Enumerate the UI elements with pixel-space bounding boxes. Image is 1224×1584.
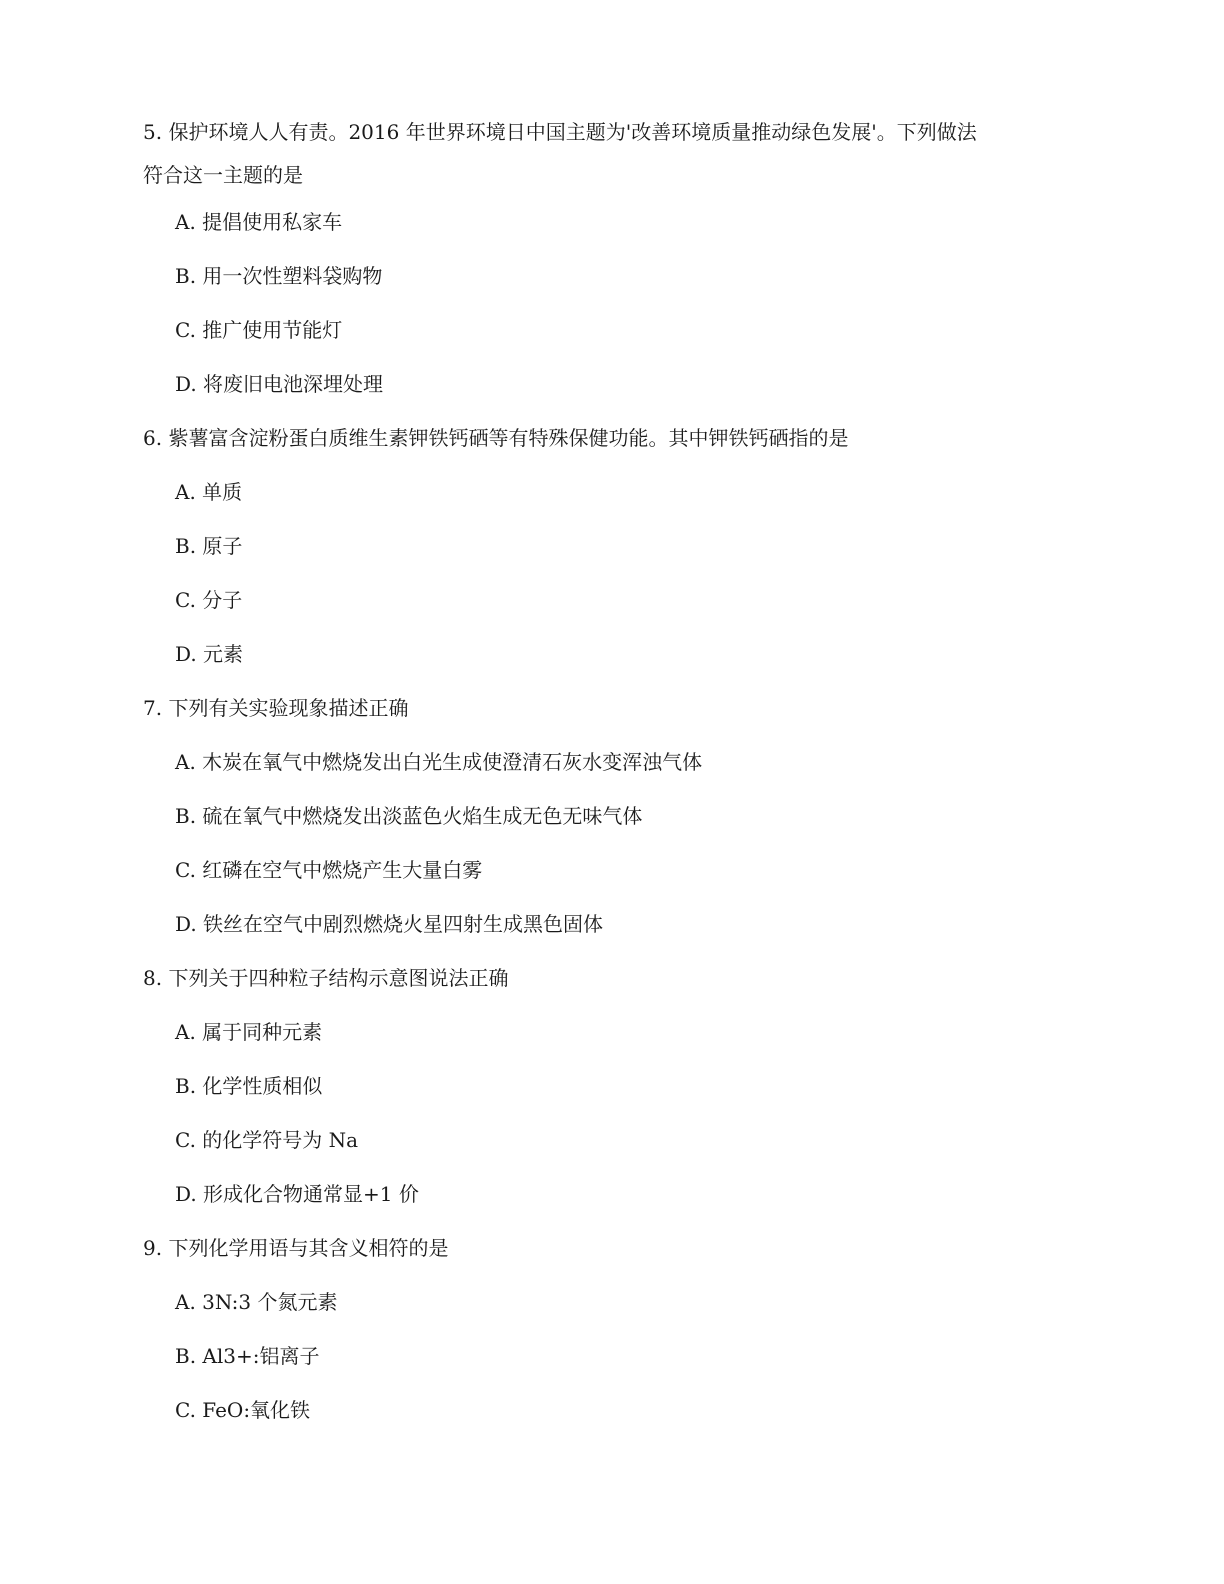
question-6-option-d: D. 元素 <box>175 642 244 666</box>
question-7-option-d: D. 铁丝在空气中剧烈燃烧火星四射生成黑色固体 <box>175 912 604 936</box>
question-5-option-a: A. 提倡使用私家车 <box>175 210 343 234</box>
question-8-option-a: A. 属于同种元素 <box>175 1020 323 1044</box>
question-6-option-a: A. 单质 <box>175 480 243 504</box>
question-9-option-b: B. Al3+:铝离子 <box>175 1344 320 1368</box>
question-7-option-a: A. 木炭在氧气中燃烧发出白光生成使澄清石灰水变浑浊气体 <box>175 750 703 774</box>
question-9-option-a: A. 3N:3 个氮元素 <box>175 1290 338 1314</box>
question-5-option-b: B. 用一次性塑料袋购物 <box>175 264 383 288</box>
question-9-option-c: C. FeO:氧化铁 <box>175 1398 311 1422</box>
question-5-stem-line1: 5. 保护环境人人有责。2016 年世界环境日中国主题为'改善环境质量推动绿色发展'。下列做法 <box>143 120 977 144</box>
question-7-option-c: C. 红磷在空气中燃烧产生大量白雾 <box>175 858 483 882</box>
question-6-option-b: B. 原子 <box>175 534 243 558</box>
question-7-stem: 7. 下列有关实验现象描述正确 <box>143 696 409 720</box>
question-5-stem-line2: 符合这一主题的是 <box>143 163 303 187</box>
question-8-option-b: B. 化学性质相似 <box>175 1074 323 1098</box>
question-8-option-c: C. 的化学符号为 Na <box>175 1128 359 1152</box>
question-8-stem: 8. 下列关于四种粒子结构示意图说法正确 <box>143 966 509 990</box>
question-5-option-d: D. 将废旧电池深埋处理 <box>175 372 384 396</box>
question-5-option-c: C. 推广使用节能灯 <box>175 318 343 342</box>
question-6-option-c: C. 分子 <box>175 588 243 612</box>
question-6-stem: 6. 紫薯富含淀粉蛋白质维生素钾铁钙硒等有特殊保健功能。其中钾铁钙硒指的是 <box>143 426 849 450</box>
question-7-option-b: B. 硫在氧气中燃烧发出淡蓝色火焰生成无色无味气体 <box>175 804 643 828</box>
question-8-option-d: D. 形成化合物通常显+1 价 <box>175 1182 419 1206</box>
question-9-stem: 9. 下列化学用语与其含义相符的是 <box>143 1236 449 1260</box>
